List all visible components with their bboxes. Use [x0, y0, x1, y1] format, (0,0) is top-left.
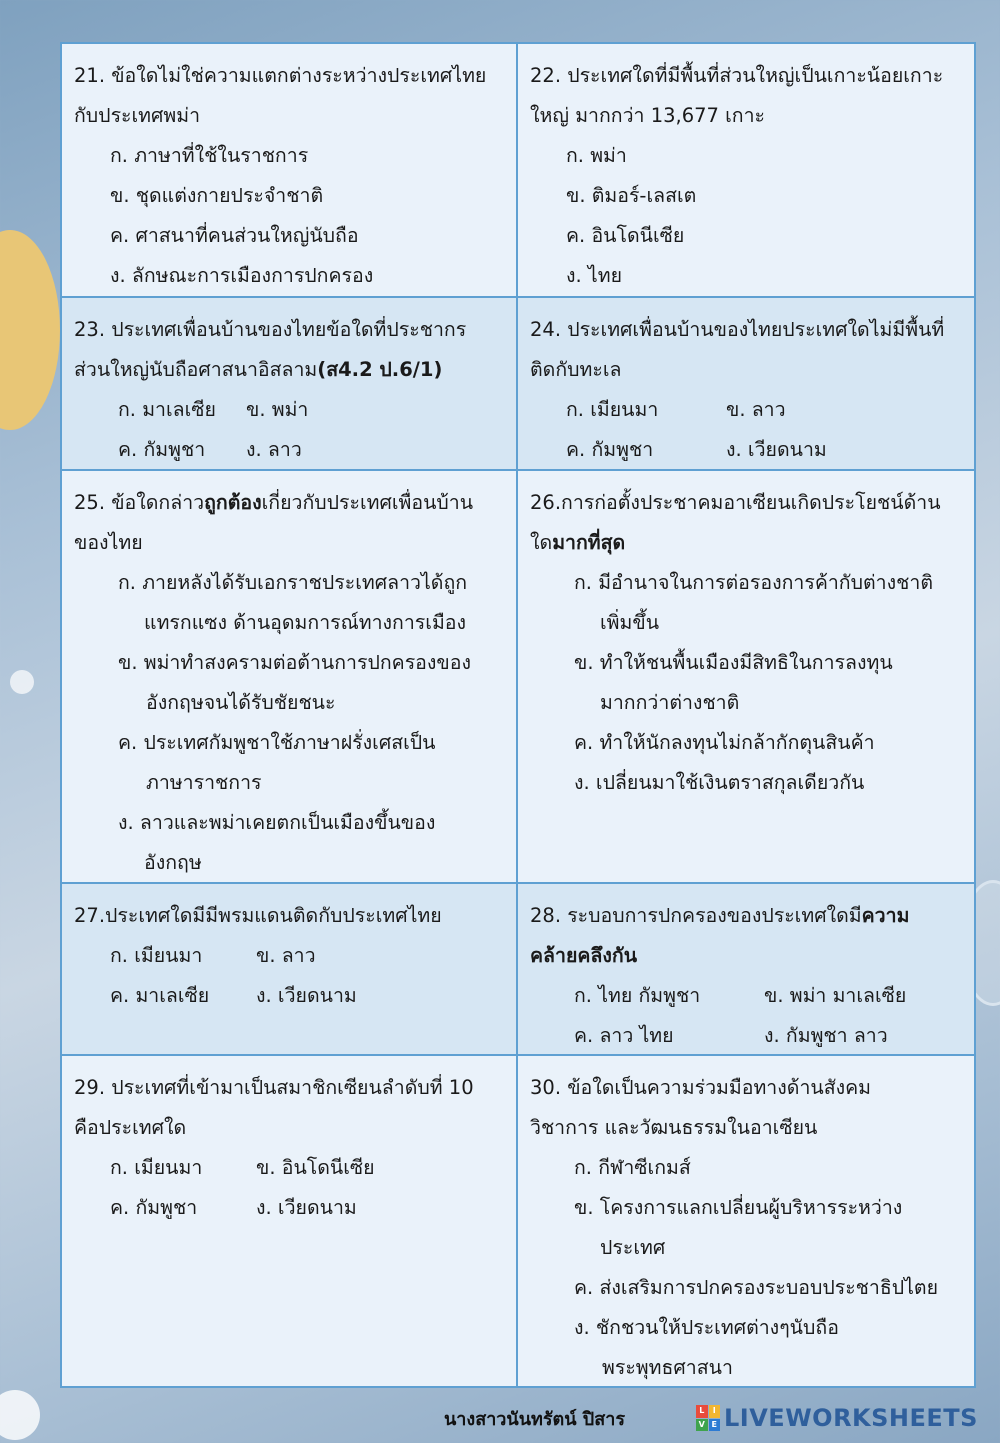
option-a[interactable]: ก. มีอำนาจในการต่อรองการค้ากับต่างชาติ [574, 571, 933, 594]
question-text-part: 25. ข้อใดกล่าว [74, 491, 205, 514]
emphasis-text: ความ [861, 904, 910, 927]
bubble-decoration [10, 670, 34, 694]
option-c[interactable]: ค. ประเทศกัมพูชาใช้ภาษาฝรั่งเศสเป็น [118, 731, 436, 754]
option-d[interactable]: ง. ลาว [246, 438, 302, 461]
option-c[interactable]: ค. กัมพูชา [566, 438, 654, 461]
option-b[interactable]: ข. ลาว [256, 944, 316, 967]
option-row [74, 1188, 506, 1228]
option-b[interactable]: ข. พม่า [246, 398, 309, 421]
question-text: ใหญ่ มากกว่า 13,677 เกาะ [530, 104, 766, 127]
option-c[interactable]: ค. มาเลเซีย [110, 984, 210, 1007]
emphasis-text: มากที่สุด [552, 531, 626, 554]
option-d-continued[interactable]: พระพุทธศาสนา [602, 1356, 733, 1379]
option-c[interactable]: ค. ทำให้นักลงทุนไม่กล้ากักตุนสินค้า [574, 731, 875, 754]
question-25 [62, 471, 518, 882]
emphasis-text: ถูกต้อง [204, 491, 262, 514]
question-text: 24. ประเทศเพื่อนบ้านของไทยประเทศใดไม่มีพื้นที่ [530, 318, 945, 341]
option-b[interactable]: ข. อินโดนีเซีย [256, 1156, 375, 1179]
logo-letter: I [709, 1405, 721, 1418]
bubble-decoration [0, 1390, 40, 1440]
question-text-part: เกี่ยวกับประเทศเพื่อนบ้าน [261, 491, 474, 514]
option-c-continued[interactable]: ภาษาราชการ [146, 771, 262, 794]
liveworksheets-brand[interactable] [696, 1404, 978, 1432]
option-a[interactable]: ก. เมียนมา [566, 398, 659, 421]
question-21 [62, 44, 518, 296]
option-d[interactable]: ง. ลักษณะการเมืองการปกครอง [110, 264, 374, 287]
question-text: 26.การก่อตั้งประชาคมอาเซียนเกิดประโยชน์ด้าน [530, 491, 941, 514]
question-30 [518, 1056, 974, 1386]
question-26 [518, 471, 974, 882]
question-text-part: 28. ระบอบการปกครองของประเทศใดมี [530, 904, 862, 927]
question-text: 22. ประเทศใดที่มีพื้นที่ส่วนใหญ่เป็นเกาะน้อยเกาะ [530, 64, 944, 87]
option-c[interactable]: ค. กัมพูชา [110, 1196, 198, 1219]
option-b-continued[interactable]: อังกฤษจนได้รับชัยชนะ [146, 691, 336, 714]
question-text-part: ใด [530, 531, 553, 554]
logo-letter: L [696, 1405, 708, 1418]
option-b[interactable]: ข. ทำให้ชนพื้นเมืองมีสิทธิในการลงทุน [574, 651, 893, 674]
option-row [530, 1016, 964, 1056]
option-b[interactable]: ข. โครงการแลกเปลี่ยนผู้บริหารระหว่าง [574, 1196, 903, 1219]
option-b[interactable]: ข. พม่า มาเลเซีย [764, 984, 907, 1007]
option-row [530, 390, 964, 430]
option-a[interactable]: ก. เมียนมา [110, 1156, 203, 1179]
option-b[interactable]: ข. ชุดแต่งกายประจำชาติ [110, 184, 324, 207]
option-b[interactable]: ข. ลาว [726, 398, 786, 421]
question-text: 21. ข้อใดไม่ใช่ความแตกต่างระหว่างประเทศไทย [74, 64, 487, 87]
question-text [530, 523, 964, 563]
liveworksheets-logo-icon [696, 1405, 720, 1431]
option-d[interactable]: ง. เวียดนาม [256, 984, 357, 1007]
option-b[interactable]: ข. ติมอร์-เลสเต [566, 184, 697, 207]
option-d[interactable]: ง. เปลี่ยนมาใช้เงินตราสกุลเดียวกัน [574, 771, 865, 794]
question-text: กับประเทศพม่า [74, 104, 201, 127]
row-27-28 [62, 884, 974, 1056]
question-29 [62, 1056, 518, 1386]
question-text: คือประเทศใด [74, 1116, 187, 1139]
option-a-continued[interactable]: แทรกแซง ด้านอุดมการณ์ทางการเมือง [144, 611, 467, 634]
question-text: 27.ประเทศใดมีมีพรมแดนติดกับประเทศไทย [74, 904, 442, 927]
question-text [74, 483, 506, 523]
logo-letter: E [709, 1419, 721, 1432]
option-row [74, 390, 506, 430]
question-text: 23. ประเทศเพื่อนบ้านของไทยข้อใดที่ประชากร [74, 318, 467, 341]
option-c[interactable]: ค. ส่งเสริมการปกครองระบอบประชาธิปไตย [574, 1276, 939, 1299]
option-d[interactable]: ง. ชักชวนให้ประเทศต่างๆนับถือ [574, 1316, 839, 1339]
worksheet-table [60, 42, 976, 1388]
option-a[interactable]: ก. ภายหลังได้รับเอกราชประเทศลาวได้ถูก [118, 571, 468, 594]
row-25-26 [62, 471, 974, 884]
option-row [530, 430, 964, 470]
question-23 [62, 298, 518, 469]
question-text: ของไทย [74, 531, 143, 554]
row-29-30 [62, 1056, 974, 1386]
option-d[interactable]: ง. ไทย [566, 264, 623, 287]
question-text: ติดกับทะเล [530, 358, 622, 381]
emphasis-text: คล้ายคลึงกัน [530, 944, 638, 967]
question-text: วิชาการ และวัฒนธรรมในอาเซียน [530, 1116, 818, 1139]
author-name: นางสาวนันทรัตน์ ปิสาร [444, 1409, 625, 1430]
option-a[interactable]: ก. มาเลเซีย [118, 398, 216, 421]
option-c[interactable]: ค. อินโดนีเซีย [566, 224, 685, 247]
question-text [74, 350, 506, 390]
option-d-continued[interactable]: อังกฤษ [144, 851, 202, 874]
option-a[interactable]: ก. กีฬาซีเกมส์ [574, 1156, 691, 1179]
option-a[interactable]: ก. ไทย กัมพูชา [574, 984, 701, 1007]
yellow-blob-decoration [0, 230, 60, 430]
option-row [74, 430, 506, 470]
option-a-continued[interactable]: เพิ่มขึ้น [600, 611, 660, 634]
question-24 [518, 298, 974, 469]
question-text [530, 936, 964, 976]
option-d[interactable]: ง. ลาวและพม่าเคยตกเป็นเมืองขึ้นของ [118, 811, 436, 834]
question-text-part: ส่วนใหญ่นับถือศาสนาอิสลาม [74, 358, 318, 381]
option-b-continued[interactable]: มากกว่าต่างชาติ [600, 691, 740, 714]
option-a[interactable]: ก. เมียนมา [110, 944, 203, 967]
question-text: 29. ประเทศที่เข้ามาเป็นสมาชิกเซียนลำดับที่ 10 [74, 1076, 474, 1099]
question-22 [518, 44, 974, 296]
question-27 [62, 884, 518, 1054]
logo-letter: V [696, 1419, 708, 1432]
option-d[interactable]: ง. เวียดนาม [726, 438, 827, 461]
option-a[interactable]: ก. พม่า [566, 144, 627, 167]
option-c[interactable]: ค. ศาสนาที่คนส่วนใหญ่นับถือ [110, 224, 359, 247]
indicator-code: (ส4.2 ป.6/1) [317, 358, 443, 381]
option-row [74, 1148, 506, 1188]
option-a[interactable]: ก. ภาษาที่ใช้ในราชการ [110, 144, 309, 167]
question-text [530, 896, 964, 936]
option-c[interactable]: ค. ลาว ไทย [574, 1024, 674, 1047]
option-row [530, 976, 964, 1016]
option-c[interactable]: ค. กัมพูชา [118, 438, 206, 461]
question-28 [518, 884, 974, 1054]
option-row [74, 976, 506, 1016]
option-d[interactable]: ง. เวียดนาม [256, 1196, 357, 1219]
option-b-continued[interactable]: ประเทศ [600, 1236, 666, 1259]
row-23-24 [62, 298, 974, 471]
row-21-22 [62, 44, 974, 298]
option-d[interactable]: ง. กัมพูชา ลาว [764, 1024, 888, 1047]
option-b[interactable]: ข. พม่าทำสงครามต่อต้านการปกครองของ [118, 651, 471, 674]
brand-name: LIVEWORKSHEETS [724, 1404, 978, 1432]
option-row [74, 936, 506, 976]
question-text: 30. ข้อใดเป็นความร่วมมือทางด้านสังคม [530, 1076, 872, 1099]
